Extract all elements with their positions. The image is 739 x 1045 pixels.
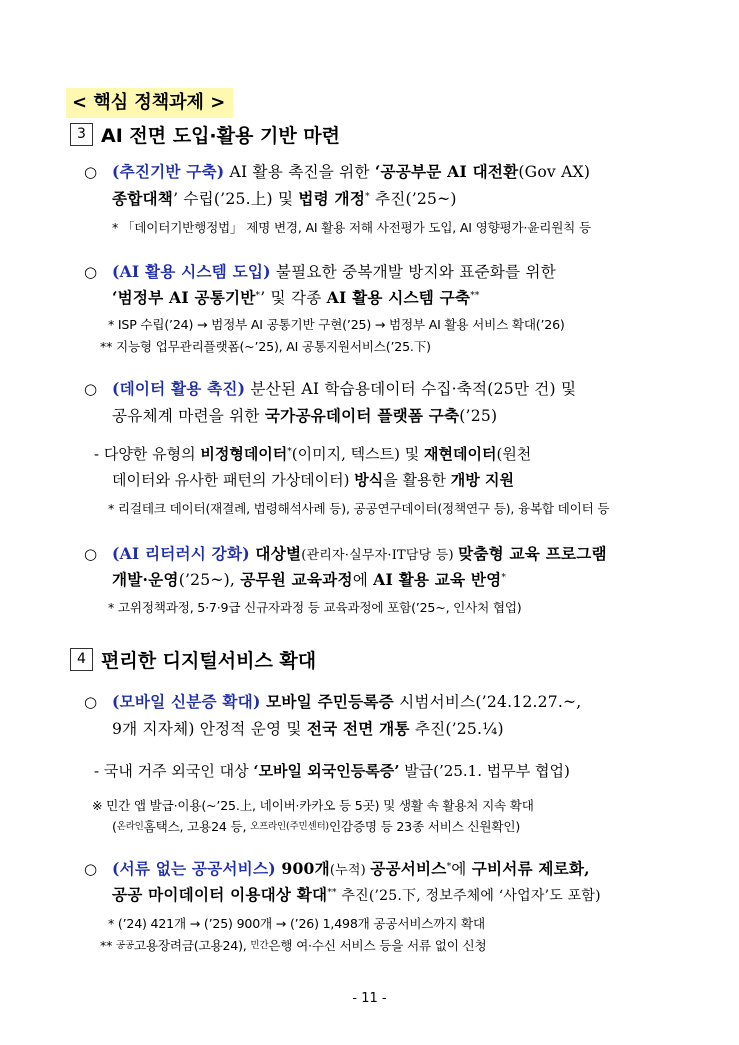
page-number: - 11 -: [352, 991, 387, 1006]
item-3-3-dash-1: [94, 441, 531, 467]
text: 공무원 교육과정: [240, 570, 353, 589]
text: AI 활용 시스템 구축: [326, 288, 471, 307]
item-3-2-line-1: [84, 259, 556, 285]
text: 비정형데이터: [200, 445, 288, 463]
item-3-4-note: * 고위정책과정, 5·7·9급 신규자과정 등 교육과정에 포함(’25~, 인사처 협업): [108, 600, 522, 615]
text: 온라인: [116, 821, 144, 832]
footnote-mark: *: [446, 862, 452, 872]
text: ‘공공부문 AI 대전환: [374, 162, 519, 181]
item-3-4-line-1: [84, 541, 607, 567]
item-4-2-note-2: [100, 936, 486, 956]
item-3-3-note: * 리걸테크 데이터(재결례, 법령해석사례 등), 공공연구데이터(정책연구 등), 융복합 데이터 등: [108, 501, 610, 516]
text: 불필요한 중복개발 방지와 표준화를 위한: [270, 263, 556, 281]
reference-mark-icon: ※: [92, 798, 103, 813]
bullet-circle-icon: ○: [84, 380, 98, 398]
item-3-4-tag: (AI 리터러시 강화): [112, 544, 250, 563]
section-4-title: 편리한 디지털서비스 확대: [101, 650, 317, 672]
footnote-mark: **: [327, 888, 337, 898]
text: 개방 지원: [450, 471, 514, 489]
text: 민간: [250, 940, 269, 951]
footnote-mark: *: [287, 447, 292, 457]
item-3-1-line-2: [112, 186, 457, 212]
text: 공공서비스: [370, 859, 447, 878]
text: 공공: [116, 940, 134, 951]
text: 을 활용한: [383, 471, 451, 489]
text: 인감증명 등 23종 서비스 신원확인): [328, 819, 521, 834]
dash-marker: -: [94, 762, 100, 780]
text: 민간 앱 발급·이용(~’25.上, 네이버·카카오 등 5곳) 및 생활 속 활용처 지속 확대: [106, 798, 534, 813]
text: 발급(’25.1. 법무부 협업): [399, 762, 570, 780]
text: 국내 거주 외국인 대상: [103, 762, 254, 780]
bullet-circle-icon: ○: [84, 263, 98, 281]
text: 모바일 주민등록증: [260, 692, 394, 711]
text: 공공 마이데이터 이용대상 확대: [112, 885, 328, 904]
text: 다양한 유형의: [103, 445, 201, 463]
item-3-3-line-2: [112, 403, 497, 429]
text: (’25~),: [178, 571, 241, 589]
item-3-4-line-2: [112, 567, 506, 593]
text: 재현데이터: [424, 445, 497, 463]
item-4-1-note-1: [92, 796, 534, 816]
text: ‘모바일 외국인등록증’: [253, 762, 400, 780]
text: 구비서류 제로화,: [471, 859, 590, 878]
text: 은행 여·수신 서비스 등을 서류 없이 신청: [268, 938, 487, 953]
dash-marker: -: [94, 445, 100, 463]
item-4-1-note-2: [112, 817, 520, 837]
policy-heading: < 핵심 정책과제 >: [66, 88, 233, 118]
text: 종합대책: [112, 189, 174, 208]
text: (: [112, 819, 117, 834]
text: 개발·운영: [112, 570, 179, 589]
item-4-1-line-2: [112, 716, 504, 742]
text: 추진(’25.下, 정보주체에 ‘사업자’도 포함): [336, 888, 601, 904]
text: (Gov AX): [518, 163, 591, 181]
text: ’ 수립(’25.上) 및: [173, 190, 299, 208]
item-3-2-tag: (AI 활용 시스템 도입): [112, 262, 271, 281]
section-4-heading: [70, 646, 316, 676]
text: 9개 지자체) 안정적 운영 및: [112, 720, 307, 738]
text: 에: [451, 860, 472, 878]
text: (관리자·실무자·IT담당 등): [301, 548, 459, 563]
item-4-1-tag: (모바일 신분증 확대): [112, 692, 261, 711]
text: (누적): [329, 863, 371, 878]
text: 국가공유데이터 플랫폼 구축: [264, 406, 460, 425]
bullet-circle-icon: ○: [84, 860, 98, 878]
item-4-1-line-1: [84, 689, 581, 715]
section-3-heading: [70, 121, 340, 151]
bullet-circle-icon: ○: [84, 545, 98, 563]
text: 시범서비스(’24.12.27.~,: [393, 693, 582, 711]
bullet-circle-icon: ○: [84, 163, 98, 181]
footnote-mark: *: [501, 573, 507, 583]
text: ‘범정부 AI 공통기반: [112, 288, 256, 307]
footnote-mark: **: [470, 291, 480, 301]
text: 추진(’25~): [369, 190, 457, 208]
text: 에: [352, 571, 374, 589]
item-3-3-dash-2: [112, 467, 514, 493]
item-3-1-tag: (추진기반 구축): [112, 162, 225, 181]
footnote-mark: *: [255, 291, 261, 301]
text: AI 활용 촉진을 위한: [229, 163, 375, 181]
item-4-2-line-2: [112, 882, 601, 908]
item-4-1-dash: [94, 758, 570, 784]
text: **: [100, 938, 116, 953]
bullet-circle-icon: ○: [84, 693, 98, 711]
text: 데이터와 유사한 패턴의 가상데이터): [112, 471, 355, 489]
item-3-2-line-2: [112, 285, 480, 311]
text: (원천: [496, 445, 532, 463]
item-4-2-note-1: * (’24) 421개 → (’25) 900개 → (’26) 1,498개 공공서비스까지 확대: [108, 916, 485, 931]
section-4-number: 4: [70, 648, 93, 671]
section-3-title: AI 전면 도입·활용 기반 마련: [101, 125, 340, 147]
item-3-1-note: * 「데이터기반행정법」 제명 변경, AI 활용 저해 사전평가 도입, AI 영향평가·윤리원칙 등: [112, 220, 591, 235]
text: 오프라인(주민센터): [250, 821, 329, 832]
text: 분산된 AI 학습용데이터 수집·축적(25만 건) 및: [245, 380, 577, 398]
text: 맞춤형 교육 프로그램: [458, 544, 607, 563]
text: 대상별: [249, 544, 302, 563]
text: ’ 및 각종: [260, 289, 327, 307]
item-4-2-line-1: [84, 856, 590, 882]
footnote-mark: *: [365, 192, 370, 202]
text: 추진(’25.¼): [409, 720, 504, 738]
item-3-1-line-1: [84, 159, 590, 185]
text: 방식: [354, 471, 384, 489]
item-3-2-note-2: ** 지능형 업무관리플랫폼(~’25), AI 공통지원서비스(’25.下): [100, 339, 431, 354]
item-3-3-tag: (데이터 활용 촉진): [112, 379, 246, 398]
text: 고용장려금(고용24),: [133, 938, 251, 953]
text: 900개: [275, 859, 330, 878]
item-3-2-note-1: * ISP 수립(’24) → 범정부 AI 공통기반 구현(’25) → 범정부 AI 활용 서비스 확대(’26): [108, 317, 565, 332]
text: 전국 전면 개통: [306, 719, 410, 738]
item-3-3-line-1: [84, 376, 576, 402]
section-3-number: 3: [70, 123, 93, 146]
text: (이미지, 텍스트) 및: [291, 445, 425, 463]
item-4-2-tag: (서류 없는 공공서비스): [112, 859, 276, 878]
text: AI 활용 교육 반영: [373, 570, 502, 589]
text: 홈택스, 고용24 등,: [143, 819, 251, 834]
text: 공유체계 마련을 위한: [112, 407, 265, 425]
text: 법령 개정: [298, 189, 366, 208]
text: (’25): [459, 407, 498, 425]
